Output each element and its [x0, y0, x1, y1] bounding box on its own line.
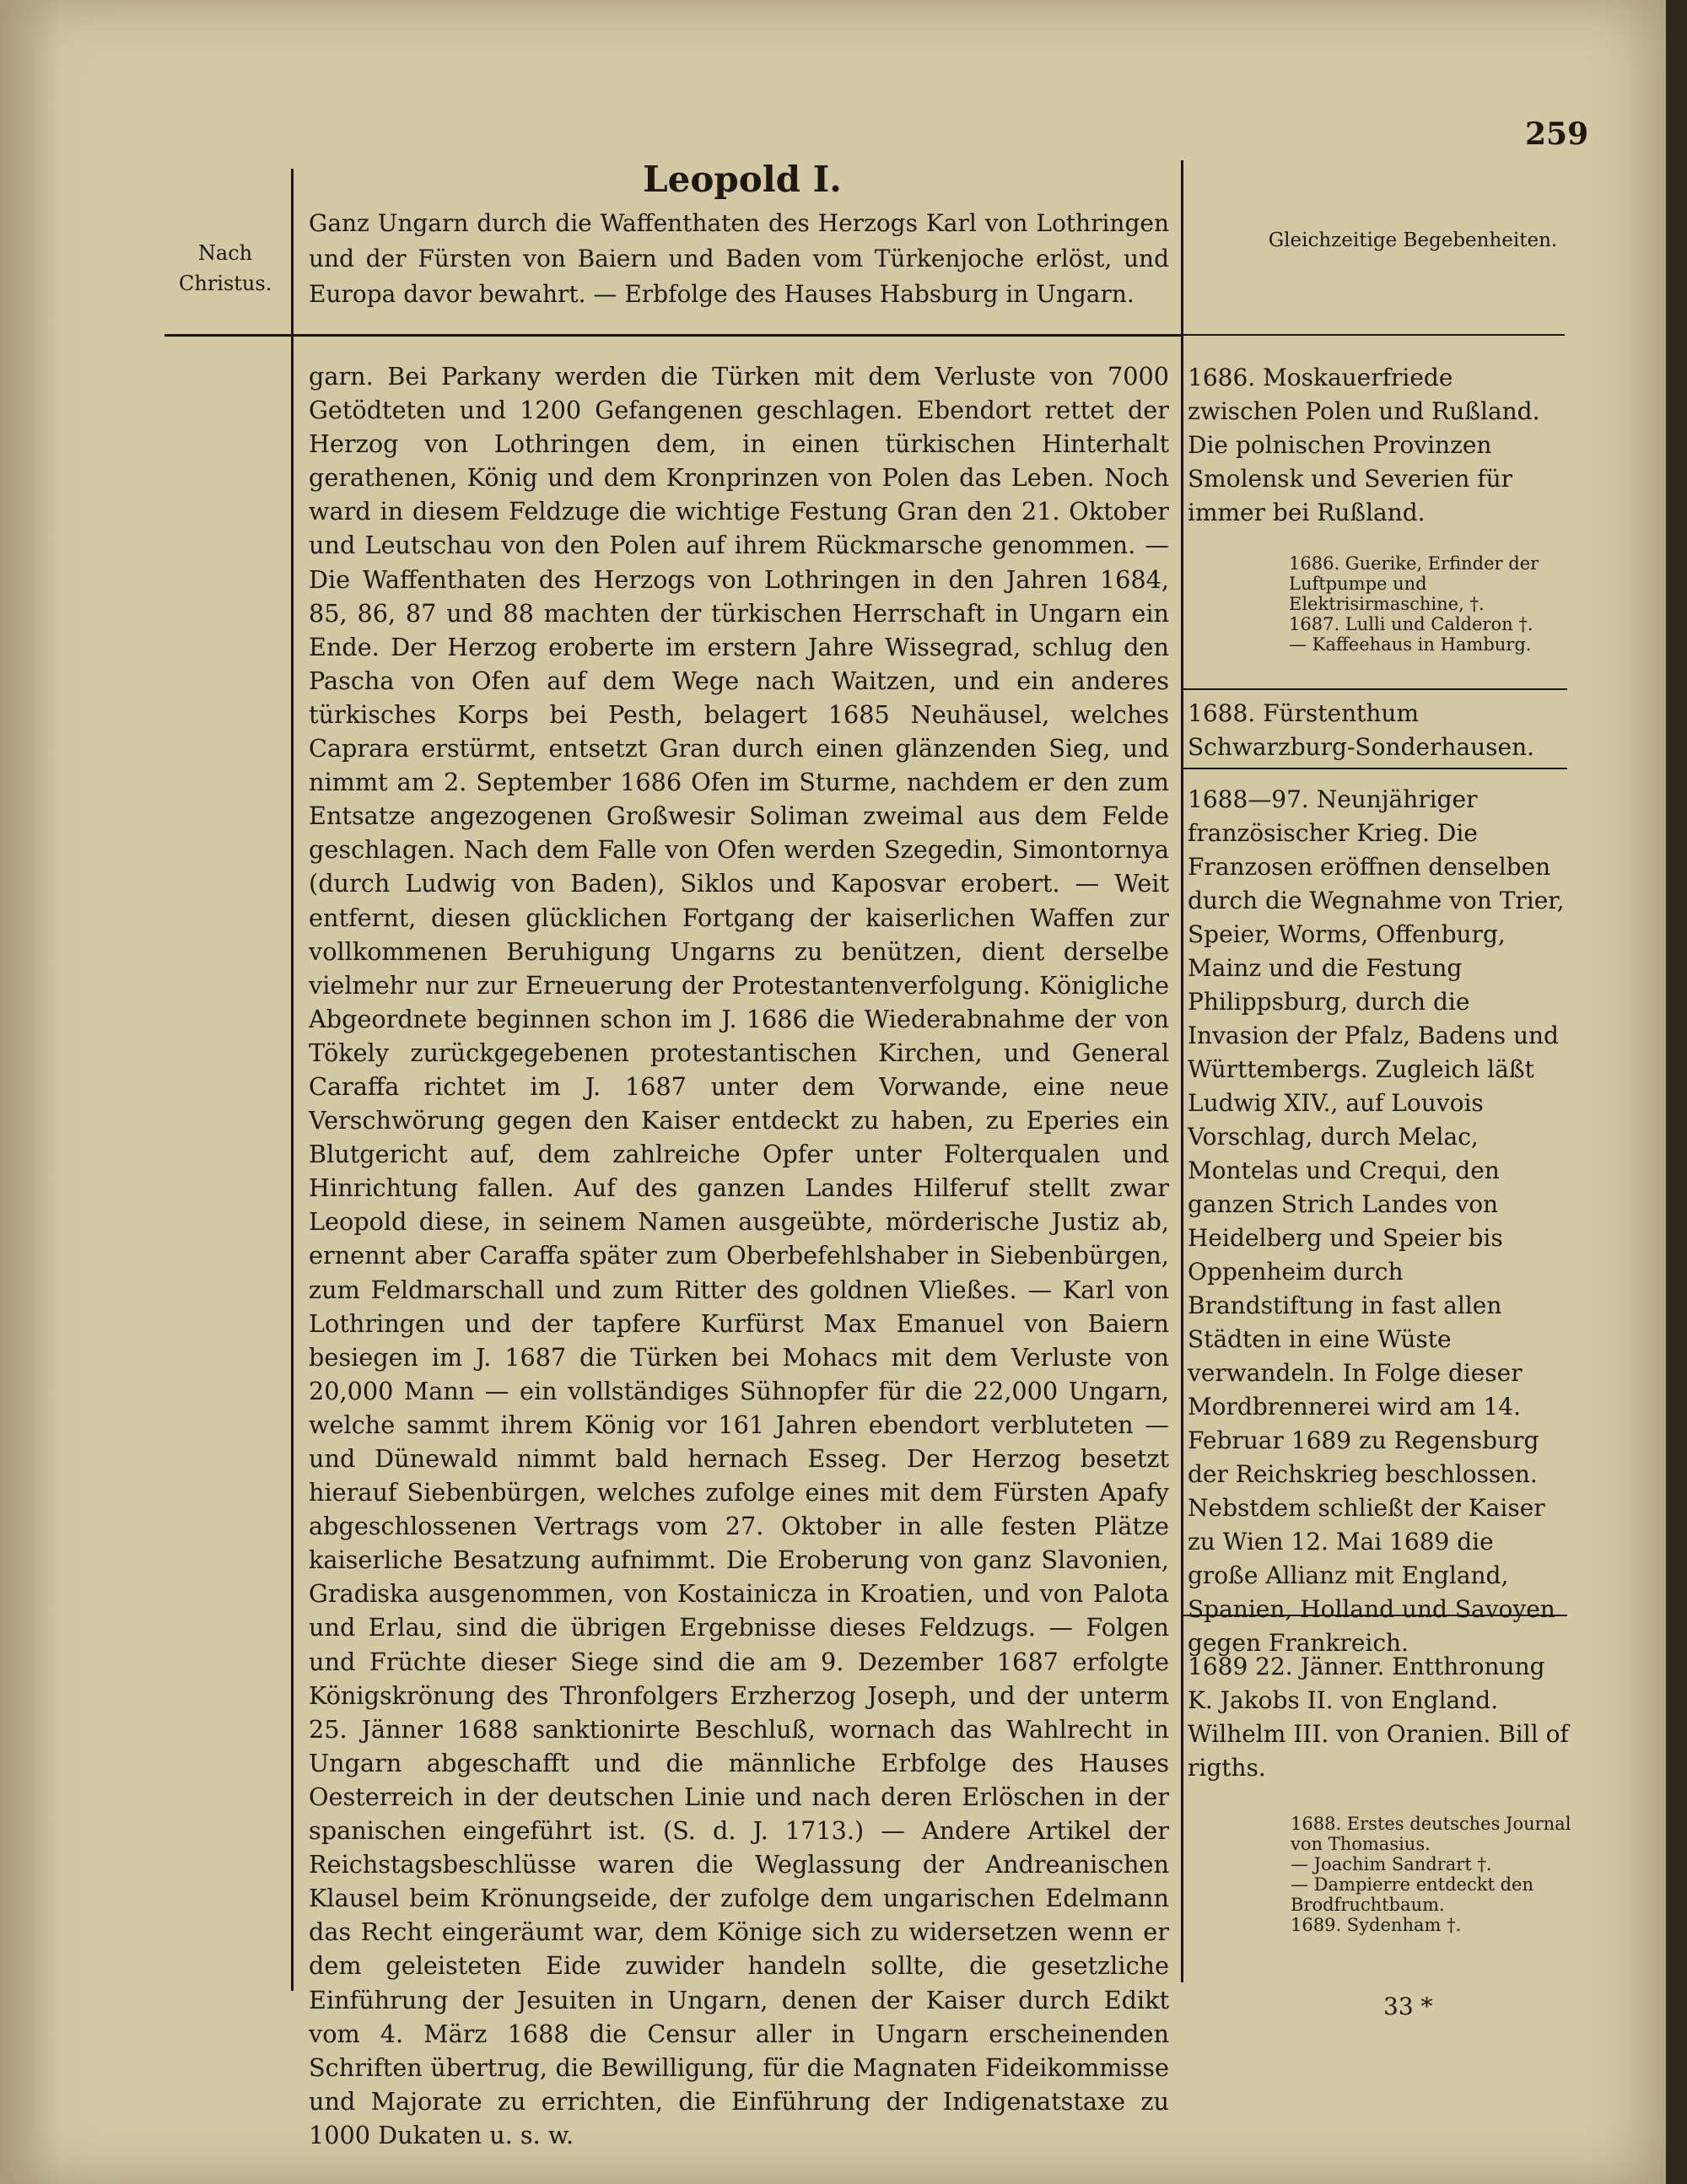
signature-mark: 33 *: [1383, 1993, 1433, 2020]
event-year: 1688.: [1188, 699, 1256, 727]
era-label: [179, 238, 272, 299]
event-text: Moskauerfriede zwischen Polen und Rußland. Die polnischen Provinzen Smolensk und Severien für immer bei Rußland.: [1188, 364, 1540, 526]
event-year: 1686.: [1188, 364, 1256, 391]
small-note: — Joachim Sandrart †.: [1291, 1854, 1492, 1874]
event-1688-schwarzburg: [1188, 697, 1569, 764]
event-text: 22. Jänner. Entthronung K. Jakobs II. von England. Wilhelm III. von Oranien. Bill of rigths.: [1188, 1653, 1569, 1782]
header-rule-right: [1181, 334, 1565, 336]
event-rule-2: [1183, 768, 1567, 769]
event-text: Neunjähriger französischer Krieg. Die Franzosen eröffnen denselben durch die Wegnahme von Trier, Speier, Worms, Offenburg, Mainz und die Festung Philippsburg, durch die Invasion der Pfalz, Badens und Württembergs. Zugleich läßt Ludwig XIV., auf Louvois Vorschlag, durch Melac, Montelas und Crequi, den ganzen Strich Landes von Heidelberg und Speier bis Oppenheim durch Brandstiftung in fast allen Städten in eine Wüste verwandeln. In Folge dieser Mordbrennerei wird am 14. Februar 1689 zu Regensburg der Reichskrieg beschlossen. Nebstdem schließt der Kaiser zu Wien 12. Mai 1689 die große Allianz mit England, Spanien, Holland und Savoyen gegen Frankreich.: [1188, 785, 1565, 1657]
chapter-subtitle: Ganz Ungarn durch die Waffenthaten des Herzogs Karl von Lothringen und der Fürsten von Baiern und Baden vom Türkenjoche erlöst, und Europa davor bewahrt. — Erbfolge des Hauses Habsburg in Ungarn.: [309, 209, 1169, 308]
column-rule-left: [291, 169, 294, 1991]
event-1688-97: [1188, 783, 1569, 1660]
small-notes-2: [1291, 1814, 1577, 1935]
page-title: Leopold I.: [643, 159, 842, 200]
contemporary-events-heading: Gleichzeitige Begebenheiten.: [1268, 229, 1558, 251]
event-1686: [1188, 361, 1569, 530]
event-rule-1: [1183, 688, 1567, 690]
main-paragraph: garn. Bei Parkany werden die Türken mit dem Verluste von 7000 Getödteten und 1200 Gefangenen geschlagen. Ebendort rettet der Herzog von Lothringen dem, in einen türkischen Hinterhalt gerathenen, König und dem Kronprinzen von Polen das Leben. Noch ward in diesem Feldzuge die wichtige Festung Gran den 21. Oktober und Leutschau von den Polen auf ihrem Rückmarsche genommen. — Die Waffenthaten des Herzogs von Lothringen in den Jahren 1684, 85, 86, 87 und 88 machten der türkischen Herrschaft in Ungarn ein Ende. Der Herzog eroberte im erstern Jahre Wissegrad, schlug den Pascha von Ofen auf dem Wege nach Waitzen, und ein anderes türkisches Korps bei Pesth, belagert 1685 Neuhäusel, welches Caprara erstürmt, entsetzt Gran durch einen glänzenden Sieg, und nimmt am 2. September 1686 Ofen im Sturme, nachdem er den zum Entsatze angezogenen Großwesir Soliman zweimal aus dem Felde geschlagen. Nach dem Falle von Ofen werden Szegedin, Simontornya (durch Ludwig von Baden), Siklos und Kaposvar erobert. — Weit entfernt, diesen glücklichen Fortgang der kaiserlichen Waffen zur vollkommenen Beruhigung Ungarns zu benützen, dient derselbe vielmehr nur zur Erneuerung der Protestantenverfolgung. Königliche Abgeordnete beginnen schon im J. 1686 die Wiederabnahme der von Tökely zurückgegebenen protestantischen Kirchen, und General Caraffa richtet im J. 1687 unter dem Vorwande, eine neue Verschwörung gegen den Kaiser entdeckt zu haben, zu Eperies ein Blutgericht auf, dem zahlreiche Opfer unter Folterqualen und Hinrichtung fallen. Auf des ganzen Landes Hilferuf stellt zwar Leopold diese, in seinem Namen ausgeübte, mörderische Justiz ab, ernennt aber Caraffa später zum Oberbefehlshaber in Siebenbürgen, zum Feldmarschall und zum Ritter des goldnen Vließes. — Karl von Lothringen und der tapfere Kurfürst Max Emanuel von Baiern besiegen im J. 1687 die Türken bei Mohacs mit dem Verluste von 20,000 Mann — ein vollständiges Sühnopfer für die 22,000 Ungarn, welche sammt ihrem König vor 161 Jahren ebendort verbluteten — und Dünewald nimmt bald hernach Esseg. Der Herzog besetzt hierauf Siebenbürgen, welches zufolge eines mit dem Fürsten Apafy abgeschlossenen Vertrags vom 27. Oktober in alle festen Plätze kaiserliche Besatzung aufnimmt. Die Eroberung von ganz Slavonien, Gradiska ausgenommen, von Kostainicza in Kroatien, und von Palota und Erlau, sind die übrigen Ergebnisse dieses Feldzugs. — Folgen und Früchte dieser Siege sind die am 9. Dezember 1687 erfolgte Königskrönung des Thronfolgers Erzherzog Joseph, und der unterm 25. Jänner 1688 sanktionirte Beschluß, wornach das Wahlrecht in Ungarn abgeschafft und die männliche Erbfolge des Hauses Oesterreich in der deutschen Linie und nach deren Erlöschen in der spanischen eingeführt ist. (S. d. J. 1713.) — Andere Artikel der Reichstagsbeschlüsse waren die Weglassung der Andreanischen Klausel beim Krönungseide, der zufolge dem ungarischen Edelmann das Recht eingeräumt war, dem Könige sich zu widersetzen wenn er dem geleisteten Eide zuwider handeln sollte, die gesetzliche Einführung der Jesuiten in Ungarn, denen der Kaiser durch Edikt vom 4. März 1688 die Censur aller in Ungarn erscheinenden Schriften übertrug, die Bewilligung, für die Magnaten Fideikommisse und Majorate zu errichten, die Einführung der Indigenatstaxe zu 1000 Dukaten u. s. w.: [309, 362, 1169, 2149]
small-notes-1: [1289, 553, 1576, 655]
page-number: 259: [1525, 116, 1589, 152]
small-note: — Dampierre entdeckt den Brodfruchtbaum.: [1291, 1874, 1533, 1915]
small-note: 1687. Lulli und Calderon †.: [1289, 614, 1533, 634]
event-year: 1688—97.: [1188, 785, 1309, 813]
column-rule-right: [1181, 160, 1183, 1982]
small-note: — Kaffeehaus in Hamburg.: [1289, 634, 1532, 655]
book-binding: [1666, 0, 1687, 2184]
main-text: [309, 359, 1169, 2152]
header-rule-left: [164, 334, 1181, 337]
era-label-line-1: Nach: [197, 241, 253, 265]
event-text: Fürstenthum Schwarzburg-Sonderhausen.: [1188, 699, 1535, 761]
event-year: 1689: [1188, 1653, 1248, 1680]
event-1689: [1188, 1650, 1569, 1785]
small-note: 1689. Sydenham †.: [1291, 1915, 1462, 1935]
small-note: 1688. Erstes deutsches Journal von Thomasius.: [1291, 1814, 1571, 1854]
small-note: 1686. Guerike, Erfinder der Luftpumpe und Elektrisirmaschine, †.: [1289, 553, 1539, 614]
era-label-line-2: Christus.: [179, 272, 272, 295]
page-shadow: [0, 0, 59, 2184]
